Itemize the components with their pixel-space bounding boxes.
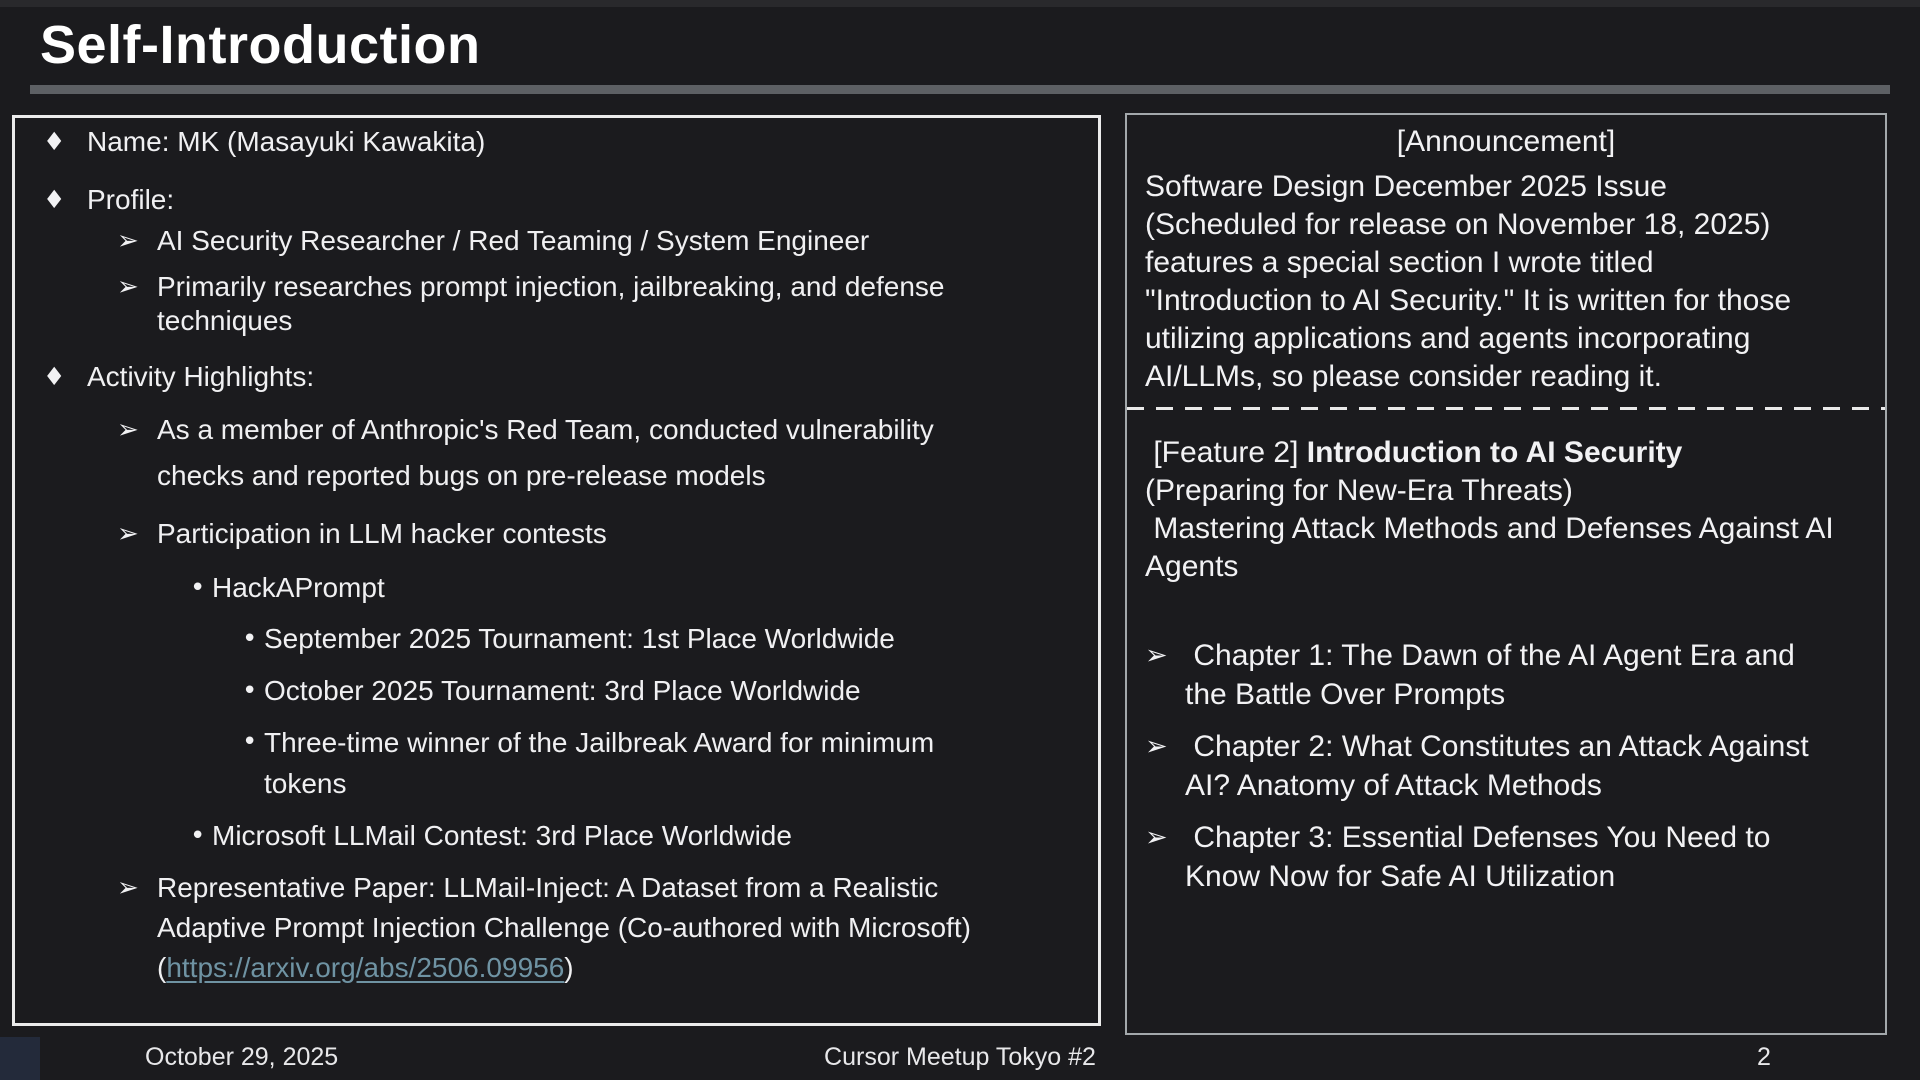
arrow-bullet-icon: ➢ — [1145, 640, 1168, 671]
chapter-3-text: Chapter 3: Essential Defenses You Need to Know Now for Safe AI Utilization — [1185, 821, 1779, 893]
profile-panel — [12, 115, 1101, 1026]
window-top-edge — [0, 0, 1920, 7]
list-item — [117, 221, 1074, 261]
feature-prefix: [Feature 2] — [1145, 436, 1307, 469]
footer-page-number: 2 — [1757, 1043, 1771, 1071]
hackaprompt-text: HackAPrompt — [212, 572, 385, 603]
list-item — [190, 816, 1074, 856]
arrow-bullet-icon: ➢ — [1145, 822, 1168, 853]
contests-text: Participation in LLM hacker contests — [157, 518, 607, 549]
dashed-divider — [1127, 407, 1885, 410]
footer-date: October 29, 2025 — [145, 1043, 339, 1071]
profile-role-text: AI Security Researcher / Red Teaming / System Engineer — [157, 225, 870, 256]
arrow-bullet-icon: ➢ — [117, 519, 139, 549]
profile-research-text: Primarily researches prompt injection, jailbreaking, and defense techniques — [157, 271, 945, 336]
list-item — [1145, 636, 1867, 714]
list-item — [117, 868, 1074, 988]
feature-title: Introduction to AI Security — [1306, 436, 1683, 469]
dot-bullet-icon: • — [190, 821, 206, 851]
paper-description: Representative Paper: LLMail-Inject: A Dataset from a Realistic Adaptive Prompt Injection Challenge (Co-authored with Microsoft) ( — [157, 872, 971, 983]
list-item — [242, 619, 1074, 659]
list-item — [117, 270, 1074, 338]
diamond-bullet-icon: ♦ — [43, 185, 66, 214]
october-result-text: October 2025 Tournament: 3rd Place Worldwide — [264, 675, 861, 706]
footer-event: Cursor Meetup Tokyo #2 — [824, 1043, 1096, 1071]
activity-heading: Activity Highlights: — [87, 361, 315, 392]
diamond-bullet-icon: ♦ — [43, 362, 66, 391]
profile-heading: Profile: — [87, 184, 175, 215]
dot-bullet-icon: • — [242, 624, 258, 654]
title-divider — [30, 85, 1890, 94]
announcement-panel — [1125, 113, 1887, 1035]
list-item — [117, 407, 1074, 499]
paper-suffix: ) — [564, 952, 574, 983]
feature-block — [1145, 434, 1841, 586]
arrow-bullet-icon: ➢ — [117, 873, 139, 903]
list-item — [43, 180, 1074, 220]
chapter-list — [1145, 636, 1867, 896]
arrow-bullet-icon: ➢ — [117, 226, 139, 256]
list-item — [242, 671, 1074, 711]
arrow-bullet-icon: ➢ — [1145, 731, 1168, 762]
september-result-text: September 2025 Tournament: 1st Place Worldwide — [264, 623, 895, 654]
list-item — [43, 357, 1074, 397]
diamond-bullet-icon: ♦ — [43, 127, 66, 156]
list-item — [242, 722, 1074, 804]
dot-bullet-icon: • — [190, 573, 206, 603]
list-item — [1145, 818, 1867, 896]
list-item — [117, 514, 1074, 554]
arxiv-link[interactable]: https://arxiv.org/abs/2506.09956 — [166, 952, 565, 983]
paper-text — [157, 868, 1027, 988]
corner-accent — [0, 1037, 40, 1080]
feature-tagline: Mastering Attack Methods and Defenses Against AI Agents — [1145, 512, 1841, 583]
dot-bullet-icon: • — [242, 676, 258, 706]
list-item — [1145, 727, 1867, 805]
page-title: Self-Introduction — [40, 15, 481, 75]
announcement-body: Software Design December 2025 Issue (Scheduled for release on November 18, 2025) features a special section I wrote titled "Introduction to AI Security." It is written for those utilizing applications and agents incorporating AI/LLMs, so please consider reading it. — [1145, 170, 1792, 393]
name-text: Name: MK (Masayuki Kawakita) — [87, 126, 486, 157]
chapter-1-text: Chapter 1: The Dawn of the AI Agent Era and the Battle Over Prompts — [1185, 639, 1804, 711]
llmail-result-text: Microsoft LLMail Contest: 3rd Place Worldwide — [212, 820, 792, 851]
red-team-text: As a member of Anthropic's Red Team, conducted vulnerability checks and reported bugs on pre-release models — [157, 414, 934, 491]
arrow-bullet-icon: ➢ — [117, 272, 139, 302]
list-item — [190, 568, 1074, 608]
arrow-bullet-icon: ➢ — [117, 415, 139, 445]
list-item — [43, 122, 1074, 162]
jailbreak-award-text: Three-time winner of the Jailbreak Award for minimum tokens — [264, 727, 935, 799]
feature-subtitle: (Preparing for New-Era Threats) — [1145, 474, 1573, 507]
chapter-2-text: Chapter 2: What Constitutes an Attack Against AI? Anatomy of Attack Methods — [1185, 730, 1816, 802]
announcement-title: [Announcement] — [1396, 125, 1616, 158]
dot-bullet-icon: • — [242, 727, 258, 757]
